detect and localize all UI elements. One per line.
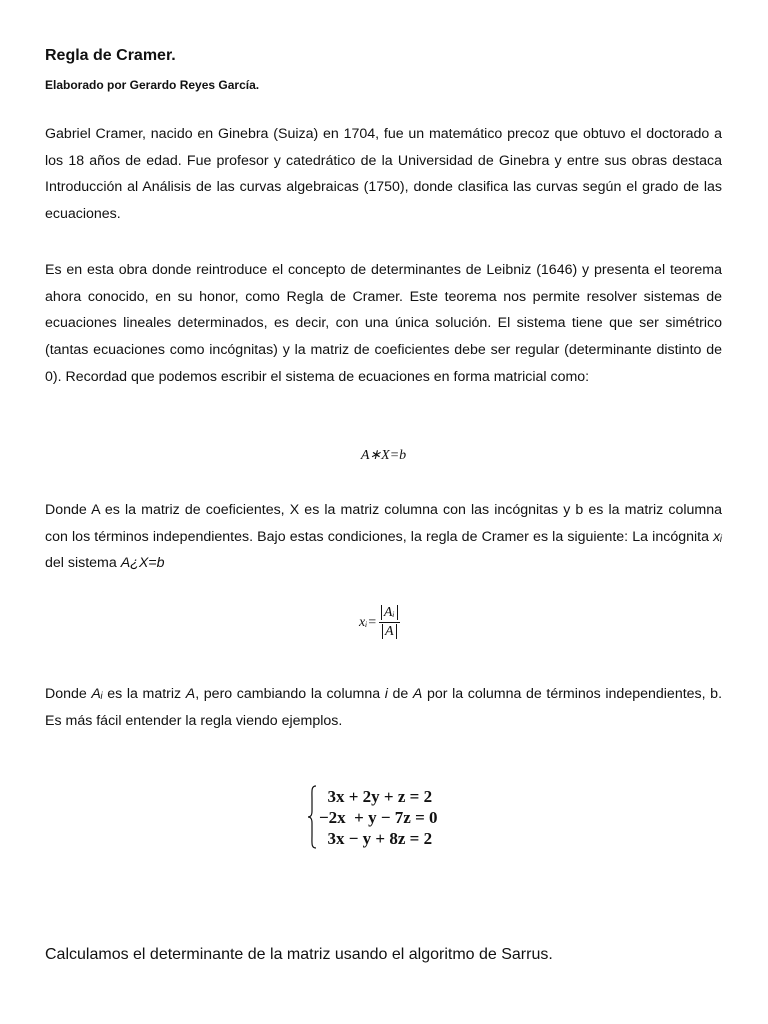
system-expression: A¿X=b — [120, 555, 165, 572]
explanation-text-1: Donde — [45, 686, 92, 702]
unknown-xi: xᵢ — [713, 528, 722, 545]
formula-lhs: xᵢ= — [359, 614, 377, 630]
system-lines — [319, 786, 438, 849]
paragraph-history: Gabriel Cramer, nacido en Ginebra (Suiza) en 1704, fue un matemático precoz que obtuvo el doctorado a los 18 años de edad. Fue profesor y catedrático de la Universidad de Ginebra y entre sus obras destaca Introducción al Análisis de las curvas algebraicas (1750), donde clasifica las curvas según el grado de las ecuaciones. — [45, 126, 722, 223]
denominator-determinant: A — [382, 624, 397, 639]
paragraph-definitions — [45, 497, 722, 577]
matrix-a: A — [185, 686, 196, 702]
system-equation-2: −2x + y − 7z = 0 — [319, 807, 438, 827]
formula-denominator — [380, 623, 399, 640]
left-brace-icon — [307, 785, 317, 849]
system-equation-3: 3x − y + 8z = 2 — [319, 828, 433, 848]
numerator-determinant: Aᵢ — [381, 605, 398, 620]
equation-system — [307, 785, 438, 849]
matrix-a-2: A — [412, 686, 423, 702]
paragraph-definitions-text: Donde A es la matriz de coeficientes, X es la matriz columna con las incógnitas y b es la matriz columna con los términos independientes. Bajo estas condiciones, la regla de Cramer es la siguiente: La incógnita — [45, 502, 722, 545]
column-i: i — [384, 686, 388, 702]
document-title: Regla de Cramer. — [45, 47, 176, 64]
explanation-text-2: es la matriz — [102, 686, 186, 702]
formula-numerator — [379, 605, 400, 623]
closing-sentence: Calculamos el determinante de la matriz usando el algoritmo de Sarrus. — [45, 946, 553, 963]
paragraph-explanation — [45, 681, 722, 734]
explanation-text-5: por la columna de términos independientes, b. Es más fácil entender la regla viendo ejemplos. — [45, 686, 723, 729]
paragraph-definitions-text-2: del sistema — [45, 555, 121, 572]
paragraph-theorem: Es en esta obra donde reintroduce el concepto de determinantes de Leibniz (1646) y presenta el teorema ahora conocido, en su honor, como Regla de Cramer. Este teorema nos permite resolver sistemas de ecuaciones lineales determinados, es decir, con una única solución. El sistema tiene que ser simétrico (tantas ecuaciones como incógnitas) y la matriz de coeficientes debe ser regular (determinante distinto de 0). Recordad que podemos escribir el sistema de ecuaciones en forma matricial como: — [45, 262, 722, 385]
explanation-text-3: , pero cambiando la columna — [195, 686, 385, 702]
matrix-equation: A∗X=b — [360, 448, 407, 463]
author-line: Elaborado por Gerardo Reyes García. — [45, 78, 260, 92]
system-equation-1: 3x + 2y + z = 2 — [319, 786, 433, 806]
explanation-text-4: de — [387, 686, 413, 702]
formula-fraction — [379, 605, 400, 640]
cramer-formula — [359, 605, 400, 640]
matrix-ai: Aᵢ — [91, 686, 103, 702]
